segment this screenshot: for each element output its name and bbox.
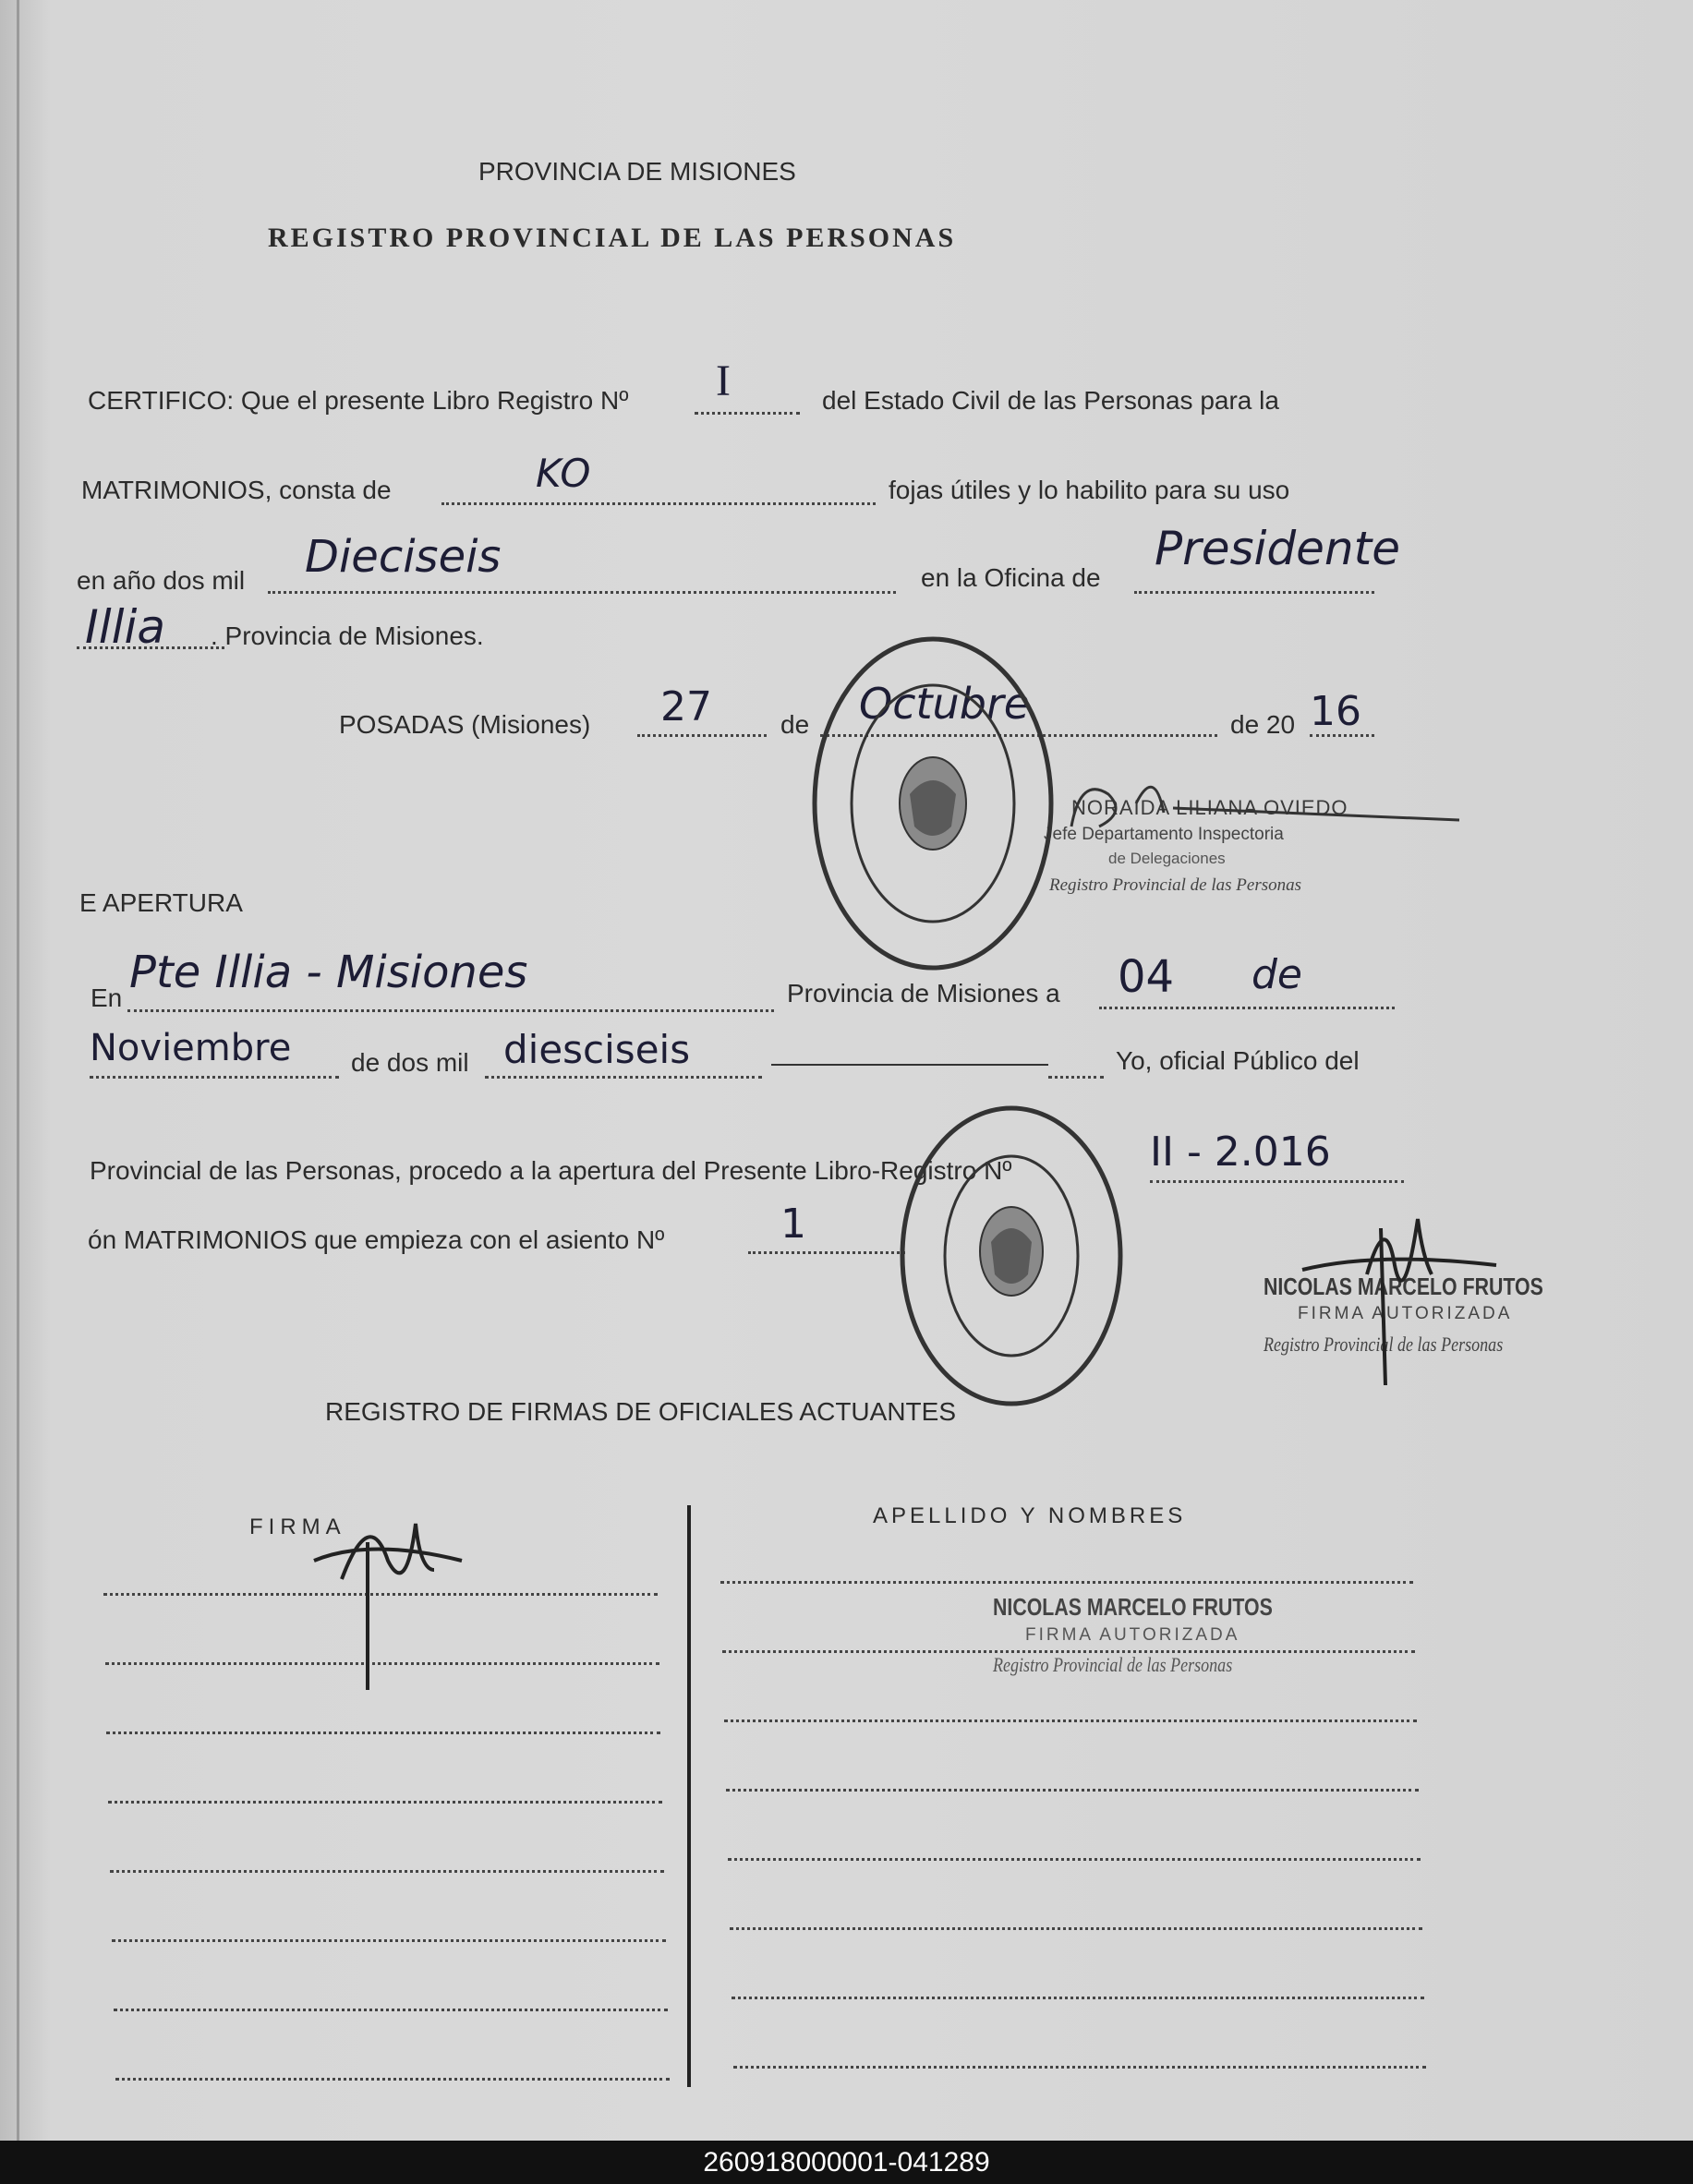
oviedo-stamp-role: Jefe Departamento Inspectoria: [1044, 825, 1284, 844]
opening-line2-a: de dos mil: [351, 1048, 469, 1077]
signature-oviedo: [1053, 739, 1469, 850]
frutos-stamp-name: NICOLAS MARCELO FRUTOS: [1264, 1273, 1543, 1300]
opening-book-handwritten: II - 2.016: [1150, 1128, 1331, 1176]
page-edge: [17, 0, 19, 2141]
de-label: de: [780, 710, 810, 739]
year-prefix: de 20: [1230, 710, 1296, 739]
frutos-stamp-role: FIRMA AUTORIZADA: [1298, 1304, 1513, 1323]
signature-firma: [305, 1505, 490, 1699]
opening-line2-b: Yo, oficial Público del: [1116, 1046, 1360, 1075]
entry-number-handwritten: 1: [780, 1201, 806, 1248]
table-stamp-org: Registro Provincial de las Personas: [993, 1653, 1233, 1676]
year-words-handwritten: Dieciseis: [305, 531, 502, 583]
cert-line1-a: CERTIFICO: Que el presente Libro Registro Nº: [88, 386, 629, 415]
signature-frutos: [1275, 1201, 1515, 1404]
opening-day-handwritten: 04: [1118, 951, 1175, 1003]
opening-line4-a: ón MATRIMONIOS que empieza con el asiento Nº: [88, 1225, 665, 1254]
names-column-header: APELLIDO Y NOMBRES: [873, 1503, 1187, 1528]
location-handwritten: Pte Illia - Misiones: [129, 947, 528, 998]
province-heading: PROVINCIA DE MISIONES: [478, 157, 796, 186]
opening-year-handwritten: diesciseis: [503, 1027, 691, 1072]
frutos-stamp-org: Registro Provincial de las Personas: [1264, 1333, 1504, 1356]
opening-line1-b: Provincia de Misiones a: [787, 979, 1060, 1008]
year-suffix-handwritten: 16: [1310, 688, 1361, 735]
opening-month-handwritten: Noviembre: [90, 1027, 292, 1069]
opening-de-handwritten: de: [1252, 951, 1302, 998]
pages-count-handwritten: KO: [536, 451, 591, 496]
book-number-handwritten: I: [716, 356, 731, 405]
cert-line4: . Provincia de Misiones.: [211, 621, 484, 650]
firma-column-header: FIRMA: [249, 1514, 346, 1539]
month-handwritten: Octubre: [859, 679, 1031, 729]
cert-line3-a: en año dos mil: [77, 566, 246, 595]
table-stamp-role: FIRMA AUTORIZADA: [1025, 1625, 1240, 1645]
registry-heading: REGISTRO PROVINCIAL DE LAS PERSONAS: [268, 223, 957, 253]
office-handwritten-2: Illia: [85, 600, 166, 654]
cert-line3-b: en la Oficina de: [921, 563, 1101, 592]
cert-line2-b: fojas útiles y lo habilito para su uso: [889, 476, 1290, 504]
cert-line2-a: MATRIMONIOS, consta de: [81, 476, 392, 504]
document-code: 260918000001-041289: [0, 2141, 1693, 2184]
table-stamp-name: NICOLAS MARCELO FRUTOS: [993, 1593, 1273, 1621]
oviedo-stamp-org: Registro Provincial de las Personas: [1049, 875, 1302, 895]
opening-line1-a: En: [91, 983, 123, 1012]
office-handwritten-1: Presidente: [1155, 522, 1400, 575]
oviedo-stamp-role2: de Delegaciones: [1108, 850, 1226, 867]
oviedo-stamp-name: NORAIDA LILIANA OVIEDO: [1071, 796, 1348, 819]
opening-line3-a: Provincial de las Personas, procedo a la apertura del Presente Libro-Registro Nº: [90, 1156, 1012, 1185]
signatures-title: REGISTRO DE FIRMAS DE OFICIALES ACTUANTES: [325, 1397, 956, 1426]
day-handwritten: 27: [660, 683, 712, 730]
seal-top: [804, 628, 1062, 979]
opening-heading: E APERTURA: [79, 888, 243, 917]
cert-line1-b: del Estado Civil de las Personas para la: [822, 386, 1279, 415]
seal-bottom: [891, 1099, 1131, 1413]
place-label: POSADAS (Misiones): [339, 710, 591, 739]
